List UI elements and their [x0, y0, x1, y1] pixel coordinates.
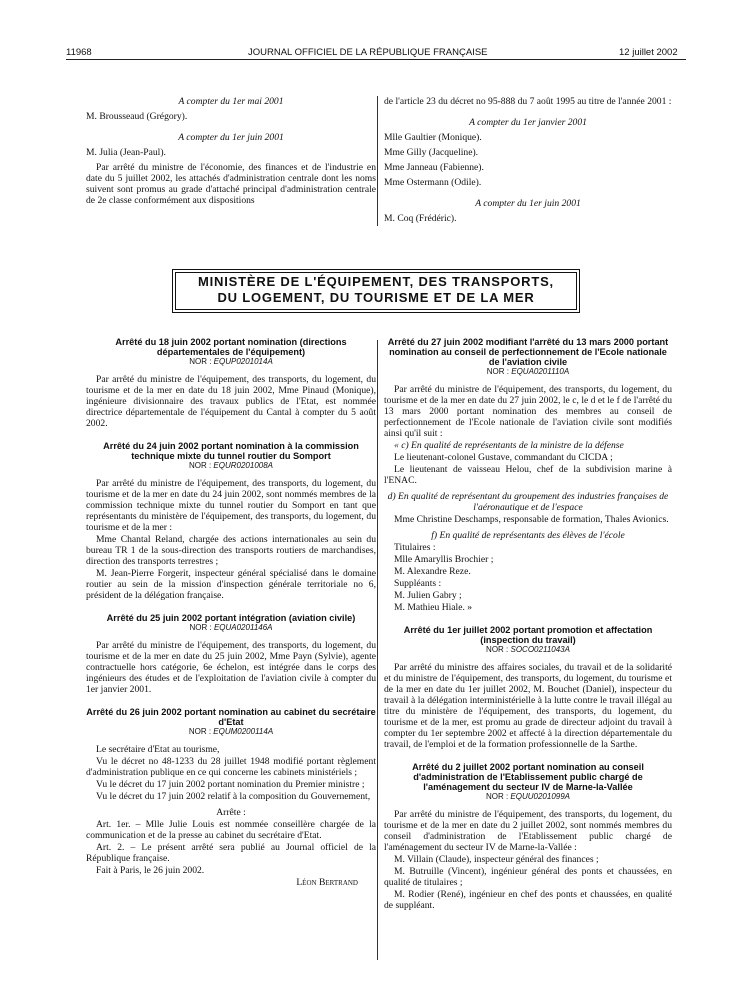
- ministry-line-1: MINISTÈRE DE L'ÉQUIPEMENT, DES TRANSPORTS,: [198, 274, 554, 289]
- top-left-paragraph: M. Brousseaud (Grégory).: [86, 111, 188, 122]
- top-right-paragraph: de l'article 23 du décret no 95-888 du 7 août 1995 au titre de l'année 2001 :: [384, 96, 672, 107]
- top-left-paragraph: A compter du 1er mai 2001: [178, 96, 284, 107]
- article-paragraph: M. Alexandre Reze.: [394, 566, 471, 577]
- article-paragraph: Vu le décret du 17 juin 2002 portant nomination du Premier ministre ;: [96, 779, 365, 790]
- article-title: Arrêté du 18 juin 2002 portant nomination (directions départementales de l'équipement): [115, 337, 347, 357]
- article: [384, 762, 672, 911]
- article-paragraph: Arrête :: [216, 807, 246, 818]
- article: [86, 337, 376, 429]
- top-right-paragraph: Mme Gilly (Jacqueline).: [384, 147, 479, 158]
- journal-title: JOURNAL OFFICIEL DE LA RÉPUBLIQUE FRANÇAISE: [248, 47, 488, 58]
- nor-reference: NOR : SOCO0211043A: [486, 645, 570, 654]
- article: [86, 441, 376, 601]
- article-paragraph: Par arrêté du ministre de l'équipement, des transports, du logement, du tourisme et de la mer en date du 27 juin 2002, le c, le d et le f de l'arrêté du 13 mars 2000 portant nomination des membres au conseil de perfectionnement de l'Ecole nationale de l'aviation civile sont modifiés ainsi qu'il suit :: [384, 384, 672, 439]
- article-paragraph: Suppléants :: [394, 578, 442, 589]
- article-paragraph: Mlle Amaryllis Brochier ;: [394, 554, 494, 565]
- right-articles-column: [384, 337, 672, 911]
- article-paragraph: M. Butruille (Vincent), ingénieur général des ponts et chaussées, en qualité de titulaires ;: [384, 866, 672, 888]
- article-title: Arrêté du 27 juin 2002 modifiant l'arrêté du 13 mars 2000 portant nomination au conseil de perfectionnement de l'Ecole nationale de l'aviation civile: [387, 337, 669, 367]
- article-paragraph: Art. 1er. – Mlle Julie Louis est nommée conseillère chargée de la communication et de la presse au cabinet du secrétaire d'Etat.: [86, 819, 376, 841]
- article-paragraph: Par arrêté du ministre des affaires sociales, du travail et de la solidarité et du ministre de l'équipement, des transports, du logement, du tourisme et de la mer en date du 1er juillet 2002, M. Bouchet (Daniel), inspecteur du travail à la délégation interministérielle à la lutte contre le travail illégal au titre du ministère de l'équipement, des transports, du logement, du tourisme et de la mer, est promu au grade de directeur adjoint du travail à compter du 1er septembre 2002 et affecté à la direction départementale du travail, de l'emploi et de la formation professionnelle de la Sarthe.: [384, 662, 672, 750]
- nor-reference: NOR : EQUU0201099A: [485, 792, 571, 801]
- top-right-paragraph: M. Coq (Frédéric).: [384, 213, 457, 224]
- article-paragraph: M. Jean-Pierre Forgerit, inspecteur général spécialisé dans le domaine routier au sein de la mission d'inspection générale territoriale no 6, président de la délégation française.: [86, 568, 376, 601]
- article-title: Arrêté du 24 juin 2002 portant nomination à la commission technique mixte du tunnel routier du Somport: [103, 441, 359, 461]
- article-paragraph: Titulaires :: [394, 542, 436, 553]
- article-paragraph: Par arrêté du ministre de l'équipement, des transports, du logement, du tourisme et de la mer en date du 25 juin 2002, Mme Payn (Sylvie), agente contractuelle hors catégorie, 6e échelon, est intégrée dans le corps des ingénieurs des études et de l'exploitation de l'aviation civile à compter du 1er janvier 2001.: [86, 640, 376, 695]
- article-paragraph: « c) En qualité de représentants de la ministre de la défense: [394, 440, 624, 451]
- top-column-divider: [377, 96, 378, 226]
- article: [86, 707, 376, 888]
- article-paragraph: Vu le décret du 17 juin 2002 relatif à la composition du Gouvernement,: [96, 791, 371, 802]
- article-paragraph: M. Julien Gabry ;: [394, 590, 462, 601]
- article-paragraph: Fait à Paris, le 26 juin 2002.: [96, 865, 205, 876]
- top-right-paragraph: Mlle Gaultier (Monique).: [384, 132, 482, 143]
- article-paragraph: Vu le décret no 48-1233 du 28 juillet 1948 modifié portant règlement d'administration publique en ce qui concerne les cabinets ministériels ;: [86, 756, 376, 778]
- issue-date: 12 juillet 2002: [619, 47, 678, 58]
- article: [384, 337, 672, 613]
- ministry-box: [172, 269, 580, 313]
- article-paragraph: Par arrêté du ministre de l'équipement, des transports, du logement, du tourisme et de la mer en date du 24 juin 2002, sont nommés membres de la commission technique mixte du tunnel routier du Somport en tant que représentants du ministère de l'équipement, des transports, du logement, du tourisme et de la mer :: [86, 478, 376, 533]
- article-paragraph: Par arrêté du ministre de l'équipement, des transports, du logement, du tourisme et de la mer en date du 2 juillet 2002, sont nommés membres du conseil d'administration de l'Etablissement public chargé de l'aménagement du secteur IV de Marne-la-Vallée :: [384, 809, 672, 853]
- lower-column-divider: [377, 340, 378, 960]
- article: [384, 625, 672, 750]
- top-left-paragraph: A compter du 1er juin 2001: [178, 132, 284, 143]
- top-left-column: [86, 96, 376, 206]
- article-paragraph: M. Villain (Claude), inspecteur général des finances ;: [394, 854, 599, 865]
- article-paragraph: Léon Bertrand: [296, 877, 358, 888]
- nor-reference: NOR : EQUP0201014A: [189, 357, 273, 366]
- article-paragraph: Par arrêté du ministre de l'équipement, des transports, du logement, du tourisme et de la mer en date du 18 juin 2002, Mme Pinaud (Monique), ingénieure divisionnaire des travaux publics de l'Etat, est nommée directrice départementale de l'équipement du Cantal à compter du 5 août 2002.: [86, 374, 376, 429]
- top-right-paragraph: A compter du 1er janvier 2001: [469, 117, 587, 128]
- nor-reference: NOR : EQUM0200114A: [188, 727, 274, 736]
- top-left-paragraph: M. Julia (Jean-Paul).: [86, 147, 166, 158]
- article-paragraph: M. Rodier (René), ingénieur en chef des ponts et chaussées, en qualité de suppléant.: [384, 889, 672, 911]
- article-paragraph: Mme Chantal Reland, chargée des actions internationales au sein du bureau TR 1 de la sous-direction des transports routiers de marchandises, direction des transports terrestres ;: [86, 534, 376, 567]
- article-title: Arrêté du 1er juillet 2002 portant promotion et affectation (inspection du travail): [403, 625, 653, 645]
- article-title: Arrêté du 2 juillet 2002 portant nomination au conseil d'administration de l'Etablissement public chargé de l'aménagement du secteur IV de Marne-la-Vallée: [412, 762, 644, 792]
- article-paragraph: f) En qualité de représentants des élèves de l'école: [431, 530, 625, 541]
- article-paragraph: Mme Christine Deschamps, responsable de formation, Thales Avionics.: [394, 514, 669, 525]
- article-paragraph: Art. 2. – Le présent arrêté sera publié au Journal officiel de la République française.: [86, 842, 376, 864]
- nor-reference: NOR : EQUA0201110A: [486, 367, 570, 376]
- header-rule: [66, 59, 686, 60]
- nor-reference: NOR : EQUR0201008A: [188, 461, 274, 470]
- top-right-paragraph: A compter du 1er juin 2001: [475, 198, 581, 209]
- article-paragraph: d) En qualité de représentant du groupement des industries françaises de l'aéronautique et de l'espace: [387, 491, 669, 513]
- article-title: Arrêté du 26 juin 2002 portant nomination au cabinet du secrétaire d'Etat: [86, 707, 376, 727]
- article: [86, 613, 376, 695]
- top-right-paragraph: Mme Ostermann (Odile).: [384, 177, 482, 188]
- top-left-paragraph: Par arrêté du ministre de l'économie, des finances et de l'industrie en date du 5 juillet 2002, les attachés d'administration centrale dont les noms suivent sont promus au grade d'attaché principal d'administration centrale de 2e classe conformément aux dispositions: [86, 162, 376, 206]
- ministry-line-2: DU LOGEMENT, DU TOURISME ET DE LA MER: [217, 290, 535, 305]
- article-title: Arrêté du 25 juin 2002 portant intégration (aviation civile): [106, 613, 356, 623]
- page-number: 11968: [66, 47, 92, 58]
- left-articles-column: [86, 337, 376, 888]
- article-paragraph: M. Mathieu Hiale. »: [394, 602, 473, 613]
- article-paragraph: Le lieutenant de vaisseau Helou, chef de la subdivision marine à l'ENAC.: [384, 464, 672, 486]
- article-paragraph: Le secrétaire d'Etat au tourisme,: [96, 744, 220, 755]
- top-right-column: [384, 96, 672, 224]
- top-right-paragraph: Mme Janneau (Fabienne).: [384, 162, 484, 173]
- article-paragraph: Le lieutenant-colonel Gustave, commandant du CICDA ;: [394, 452, 613, 463]
- nor-reference: NOR : EQUA0201146A: [189, 623, 273, 632]
